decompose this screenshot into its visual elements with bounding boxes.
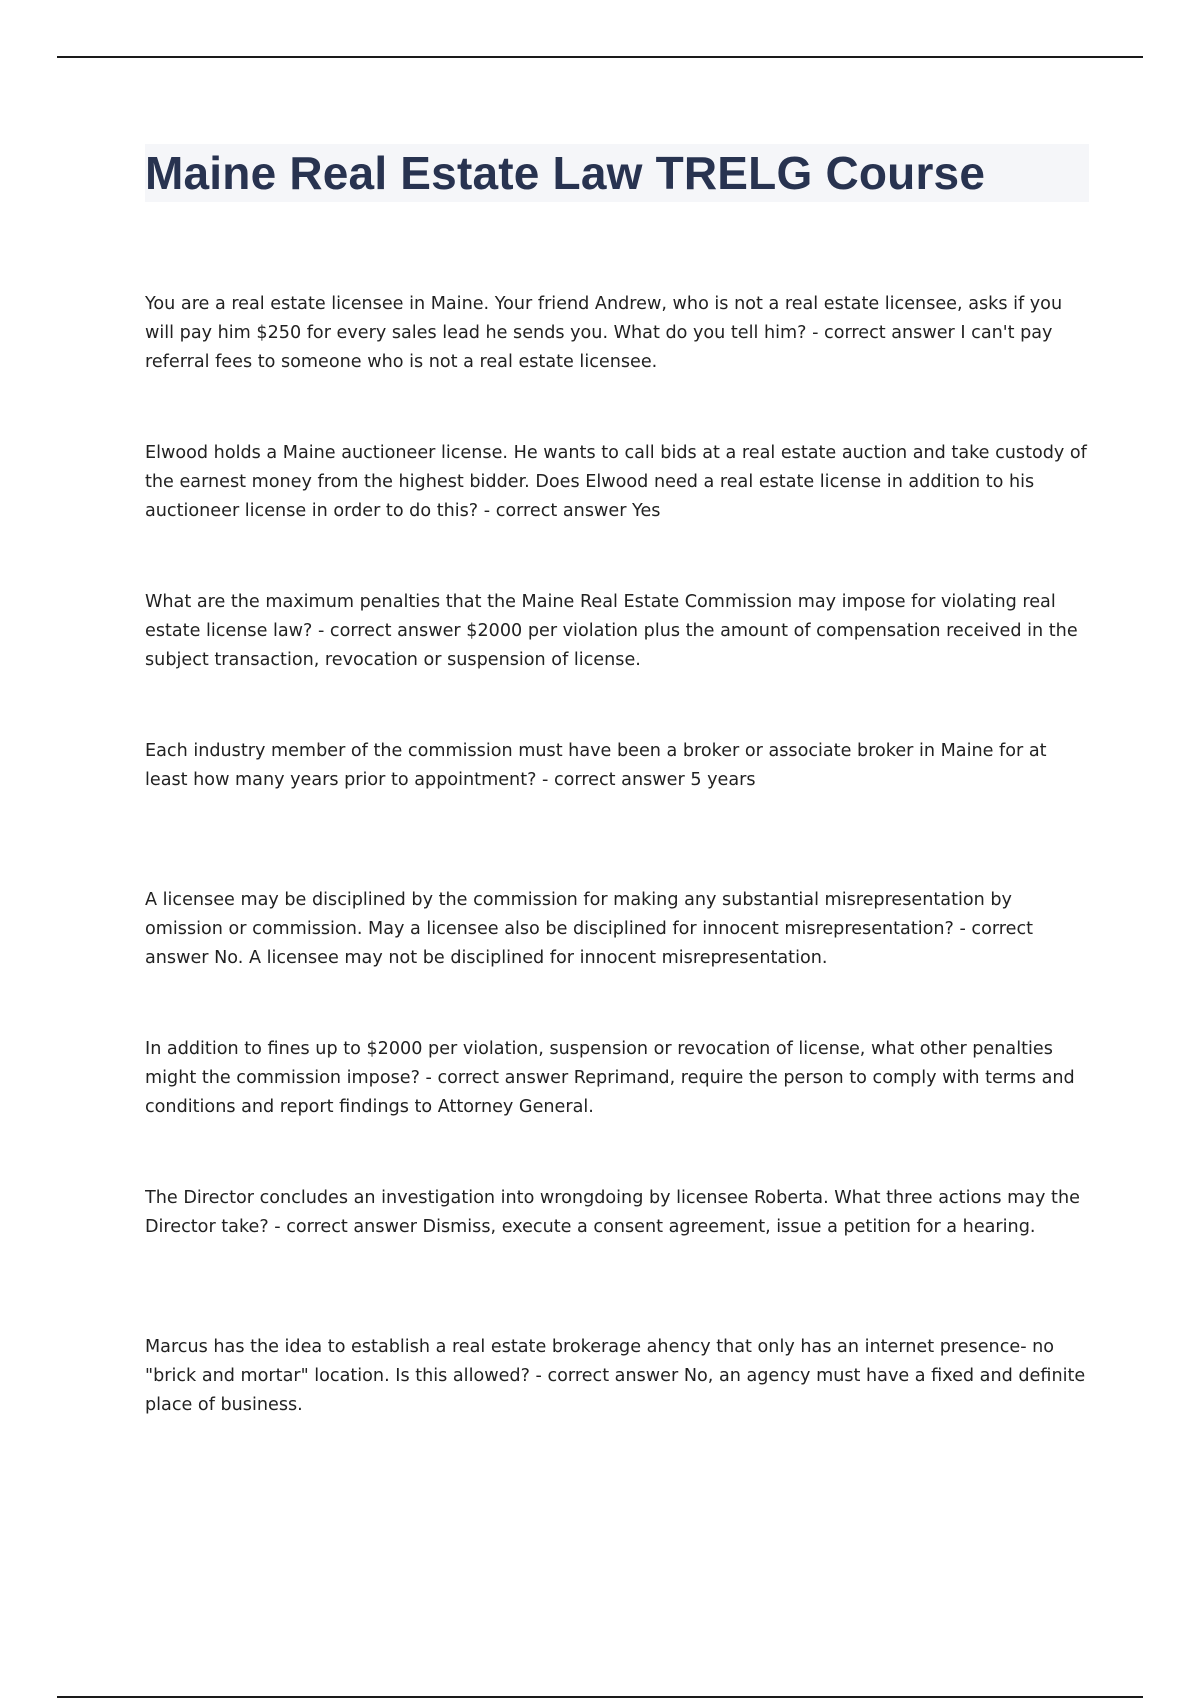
question-text: In addition to fines up to $2000 per violation, suspension or revocation of license, what other penalties might the commission impose? bbox=[145, 1039, 1053, 1088]
answer-text: I can't pay referral fees to someone who is not a real estate licensee. bbox=[145, 323, 1053, 372]
qa-item bbox=[145, 737, 1090, 886]
title-banner bbox=[145, 144, 1089, 202]
question-text: Elwood holds a Maine auctioneer license. He wants to call bids at a real estate auction and take custody of the earnest money from the highest bidder. Does Elwood need a real estate license in addition to his auctioneer license in order to do this? bbox=[145, 443, 1087, 521]
answer-separator: - correct answer bbox=[536, 770, 691, 790]
question-text: You are a real estate licensee in Maine. Your friend Andrew, who is not a real estate licensee, asks if you will pay him $250 for every sales lead he sends you. What do you tell him? bbox=[145, 294, 1063, 343]
question-text: What are the maximum penalties that the Maine Real Estate Commission may impose for violating real estate license law? bbox=[145, 592, 1056, 641]
answer-separator: - correct answer bbox=[145, 919, 1034, 968]
answer-text: No, an agency must have a fixed and definite place of business. bbox=[145, 1366, 1086, 1415]
answer-separator: - correct answer bbox=[806, 323, 961, 343]
answer-text: Yes bbox=[632, 501, 661, 521]
answer-text: $2000 per violation plus the amount of compensation received in the subject transaction, revocation or suspension of license. bbox=[145, 621, 1078, 670]
question-text: Each industry member of the commission must have been a broker or associate broker in Maine for at least how many years prior to appointment? bbox=[145, 741, 1047, 790]
qa-item bbox=[145, 1333, 1090, 1482]
qa-item bbox=[145, 1184, 1090, 1333]
answer-separator: - correct answer bbox=[419, 1068, 574, 1088]
answer-separator: - correct answer bbox=[312, 621, 467, 641]
qa-item bbox=[145, 439, 1090, 588]
qa-item bbox=[145, 588, 1090, 737]
bottom-divider bbox=[57, 1696, 1143, 1698]
qa-list bbox=[145, 290, 1090, 1482]
answer-text: 5 years bbox=[690, 770, 756, 790]
answer-separator: - correct answer bbox=[478, 501, 633, 521]
answer-text: No. A licensee may not be disciplined for innocent misrepresentation. bbox=[214, 948, 828, 968]
question-text: Marcus has the idea to establish a real estate brokerage ahency that only has an internet presence- no "brick and mortar" location. Is this allowed? bbox=[145, 1337, 1055, 1386]
qa-item bbox=[145, 290, 1090, 439]
qa-item bbox=[145, 1035, 1090, 1184]
answer-separator: - correct answer bbox=[529, 1366, 684, 1386]
answer-separator: - correct answer bbox=[268, 1217, 423, 1237]
question-text: A licensee may be disciplined by the commission for making any substantial misrepresentation by omission or commission. May a licensee also be disciplined for innocent misrepresentation? bbox=[145, 890, 1012, 939]
top-divider bbox=[57, 56, 1143, 58]
answer-text: Dismiss, execute a consent agreement, issue a petition for a hearing. bbox=[422, 1217, 1036, 1237]
page-title: Maine Real Estate Law TRELG Course bbox=[145, 147, 986, 199]
qa-item bbox=[145, 886, 1090, 1035]
answer-text: Reprimand, require the person to comply with terms and conditions and report findings to Attorney General. bbox=[145, 1068, 1075, 1117]
question-text: The Director concludes an investigation into wrongdoing by licensee Roberta. What three actions may the Director take? bbox=[145, 1188, 1080, 1237]
